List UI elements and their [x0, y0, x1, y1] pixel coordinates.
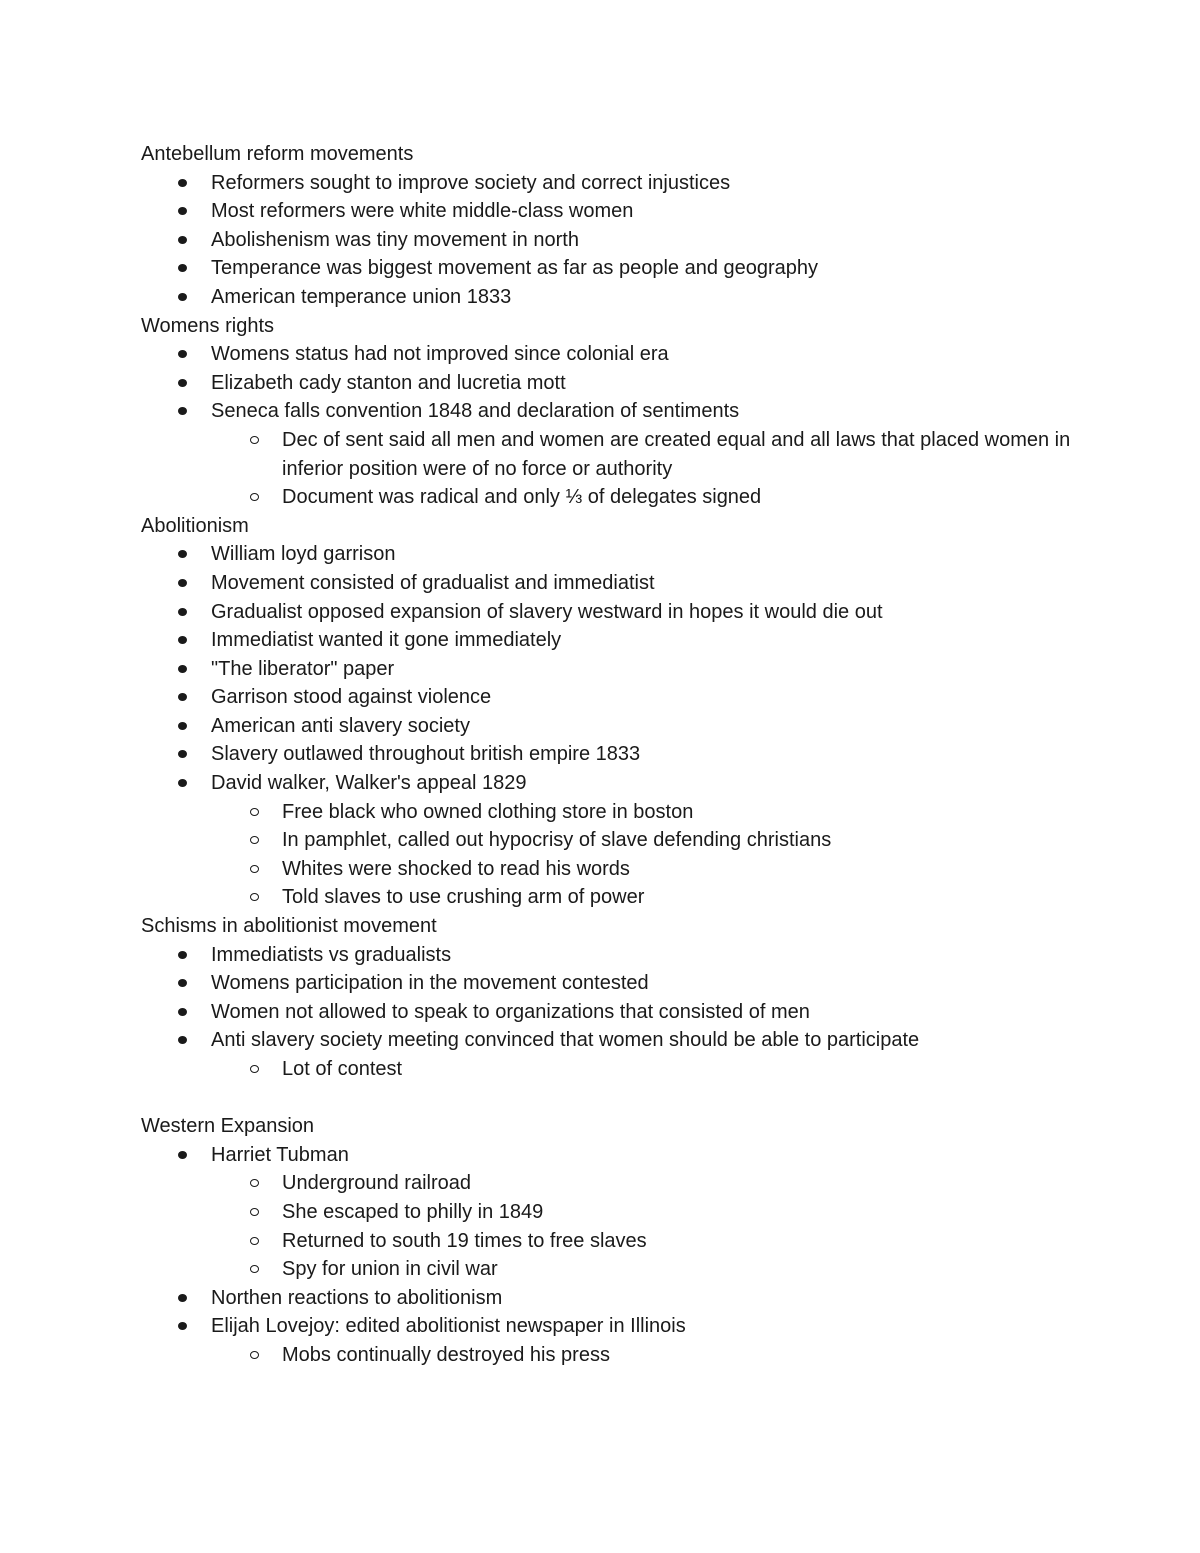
list-item	[141, 1141, 1101, 1284]
sub-list-item-text: She escaped to philly in 1849	[282, 1200, 544, 1223]
bullet-icon	[178, 264, 187, 272]
sub-list-item-text: Spy for union in civil war	[282, 1258, 498, 1281]
sub-list-item	[211, 826, 1101, 855]
sub-list-item	[211, 426, 1101, 483]
list-item	[141, 969, 1101, 998]
list-item-text: Movement consisted of gradualist and immediatist	[211, 571, 655, 594]
list-item-text: Womens status had not improved since colonial era	[211, 343, 669, 366]
bullet-icon	[178, 179, 187, 187]
sub-list-item	[211, 883, 1101, 912]
bullet-icon	[178, 951, 187, 959]
bullet-icon	[178, 1036, 187, 1044]
hollow-bullet-icon	[250, 1237, 259, 1245]
sub-list-item	[211, 1055, 1101, 1084]
list-item	[141, 226, 1101, 255]
sub-list-item	[211, 483, 1101, 512]
bullet-list	[141, 540, 1101, 912]
bullet-icon	[178, 636, 187, 644]
list-item	[141, 340, 1101, 369]
list-item	[141, 397, 1101, 511]
sub-list-item-text: Returned to south 19 times to free slaves	[282, 1229, 647, 1252]
list-item	[141, 941, 1101, 970]
sub-bullet-list	[211, 798, 1101, 912]
list-item-text: Garrison stood against violence	[211, 686, 492, 709]
section-heading: Antebellum reform movements	[141, 143, 414, 165]
list-item	[141, 1284, 1101, 1313]
list-item	[141, 598, 1101, 627]
sub-list-item	[211, 1169, 1101, 1198]
bullet-list	[141, 169, 1101, 312]
list-item-text: Women not allowed to speak to organizations that consisted of men	[211, 1000, 810, 1023]
sub-list-item	[211, 798, 1101, 827]
list-item-text: Northen reactions to abolitionism	[211, 1286, 503, 1309]
section-womens-rights	[141, 312, 1101, 512]
sub-list-item	[211, 1255, 1101, 1284]
list-item-text: American anti slavery society	[211, 714, 470, 737]
bullet-icon	[178, 1322, 187, 1330]
bullet-icon	[178, 1294, 187, 1302]
section-heading: Western Expansion	[141, 1115, 315, 1138]
sub-list-item	[211, 1341, 1101, 1370]
hollow-bullet-icon	[250, 836, 259, 844]
sub-list-item	[211, 1227, 1101, 1256]
sub-list-item-text: Underground railroad	[282, 1172, 472, 1195]
hollow-bullet-icon	[250, 1208, 259, 1216]
list-item	[141, 1312, 1101, 1369]
list-item	[141, 169, 1101, 198]
sub-list-item-text: Document was radical and only ⅓ of delegates signed	[282, 486, 762, 509]
hollow-bullet-icon	[250, 865, 259, 873]
sub-bullet-list	[211, 1169, 1101, 1283]
sub-list-item-text: Whites were shocked to read his words	[282, 857, 630, 880]
section-antebellum-reform	[141, 140, 1101, 312]
bullet-icon	[178, 665, 187, 673]
bullet-icon	[178, 979, 187, 987]
sub-list-item	[211, 1198, 1101, 1227]
sub-list-item-text: In pamphlet, called out hypocrisy of slave defending christians	[282, 829, 832, 852]
list-item-text: Immediatists vs gradualists	[211, 943, 452, 966]
sub-list-item-text: Dec of sent said all men and women are created equal and all laws that placed women in inferior position were of no force or authority	[282, 428, 1071, 480]
list-item	[141, 740, 1101, 769]
list-item	[141, 254, 1101, 283]
section-heading: Schisms in abolitionist movement	[141, 915, 437, 938]
section-heading: Womens rights	[141, 314, 275, 337]
sub-bullet-list	[211, 1055, 1101, 1084]
sub-list-item-text: Told slaves to use crushing arm of power	[282, 886, 645, 909]
bullet-icon	[178, 550, 187, 558]
list-item-text: Immediatist wanted it gone immediately	[211, 629, 562, 652]
list-item-text: Elizabeth cady stanton and lucretia mott	[211, 371, 566, 394]
hollow-bullet-icon	[250, 1065, 259, 1073]
sub-list-item-text: Free black who owned clothing store in boston	[282, 800, 694, 823]
bullet-icon	[178, 693, 187, 701]
section-schisms	[141, 912, 1101, 1084]
sub-list-item	[211, 855, 1101, 884]
hollow-bullet-icon	[250, 1179, 259, 1187]
list-item	[141, 369, 1101, 398]
hollow-bullet-icon	[250, 808, 259, 816]
bullet-icon	[178, 207, 187, 215]
section-heading: Abolitionism	[141, 514, 249, 537]
list-item-text: Abolishenism was tiny movement in north	[211, 228, 579, 251]
document-content	[141, 140, 1101, 1370]
list-item	[141, 283, 1101, 312]
bullet-icon	[178, 722, 187, 730]
section-abolitionism	[141, 512, 1101, 912]
list-item	[141, 540, 1101, 569]
list-item-text: Most reformers were white middle-class women	[211, 200, 634, 223]
bullet-icon	[178, 407, 187, 415]
sub-list-item-text: Lot of contest	[282, 1058, 403, 1080]
section-western-expansion	[141, 1112, 1101, 1369]
bullet-icon	[178, 608, 187, 616]
hollow-bullet-icon	[250, 893, 259, 901]
hollow-bullet-icon	[250, 436, 259, 444]
list-item-text: Slavery outlawed throughout british empire 1833	[211, 743, 641, 766]
hollow-bullet-icon	[250, 1351, 259, 1359]
list-item	[141, 712, 1101, 741]
list-item	[141, 569, 1101, 598]
list-item-text: Gradualist opposed expansion of slavery westward in hopes it would die out	[211, 600, 883, 623]
bullet-icon	[178, 293, 187, 301]
sub-list-item-text: Mobs continually destroyed his press	[282, 1343, 610, 1366]
list-item-text: Harriet Tubman	[211, 1143, 349, 1166]
bullet-icon	[178, 779, 187, 787]
list-item-text: Seneca falls convention 1848 and declaration of sentiments	[211, 400, 740, 423]
bullet-icon	[178, 750, 187, 758]
blank-line	[141, 1084, 1101, 1113]
list-item-text: Womens participation in the movement contested	[211, 972, 649, 995]
list-item	[141, 998, 1101, 1027]
list-item-text: Elijah Lovejoy: edited abolitionist newspaper in Illinois	[211, 1315, 686, 1338]
list-item	[141, 769, 1101, 912]
list-item	[141, 197, 1101, 226]
bullet-icon	[178, 579, 187, 587]
list-item-text: "The liberator" paper	[211, 657, 395, 680]
list-item	[141, 655, 1101, 684]
sub-bullet-list	[211, 1341, 1101, 1370]
list-item-text: David walker, Walker's appeal 1829	[211, 772, 527, 795]
bullet-icon	[178, 236, 187, 244]
bullet-list	[141, 1141, 1101, 1370]
bullet-list	[141, 941, 1101, 1084]
sub-bullet-list	[211, 426, 1101, 512]
hollow-bullet-icon	[250, 1265, 259, 1273]
bullet-icon	[178, 1008, 187, 1016]
list-item-text: American temperance union 1833	[211, 285, 512, 308]
bullet-icon	[178, 379, 187, 387]
bullet-icon	[178, 350, 187, 358]
list-item	[141, 1026, 1101, 1083]
list-item-text: Anti slavery society meeting convinced that women should be able to participate	[211, 1029, 920, 1052]
list-item	[141, 626, 1101, 655]
list-item-text: Temperance was biggest movement as far as people and geography	[211, 257, 819, 280]
hollow-bullet-icon	[250, 493, 259, 501]
bullet-icon	[178, 1151, 187, 1159]
list-item	[141, 683, 1101, 712]
list-item-text: William loyd garrison	[211, 543, 396, 566]
bullet-list	[141, 340, 1101, 512]
list-item-text: Reformers sought to improve society and correct injustices	[211, 171, 731, 194]
